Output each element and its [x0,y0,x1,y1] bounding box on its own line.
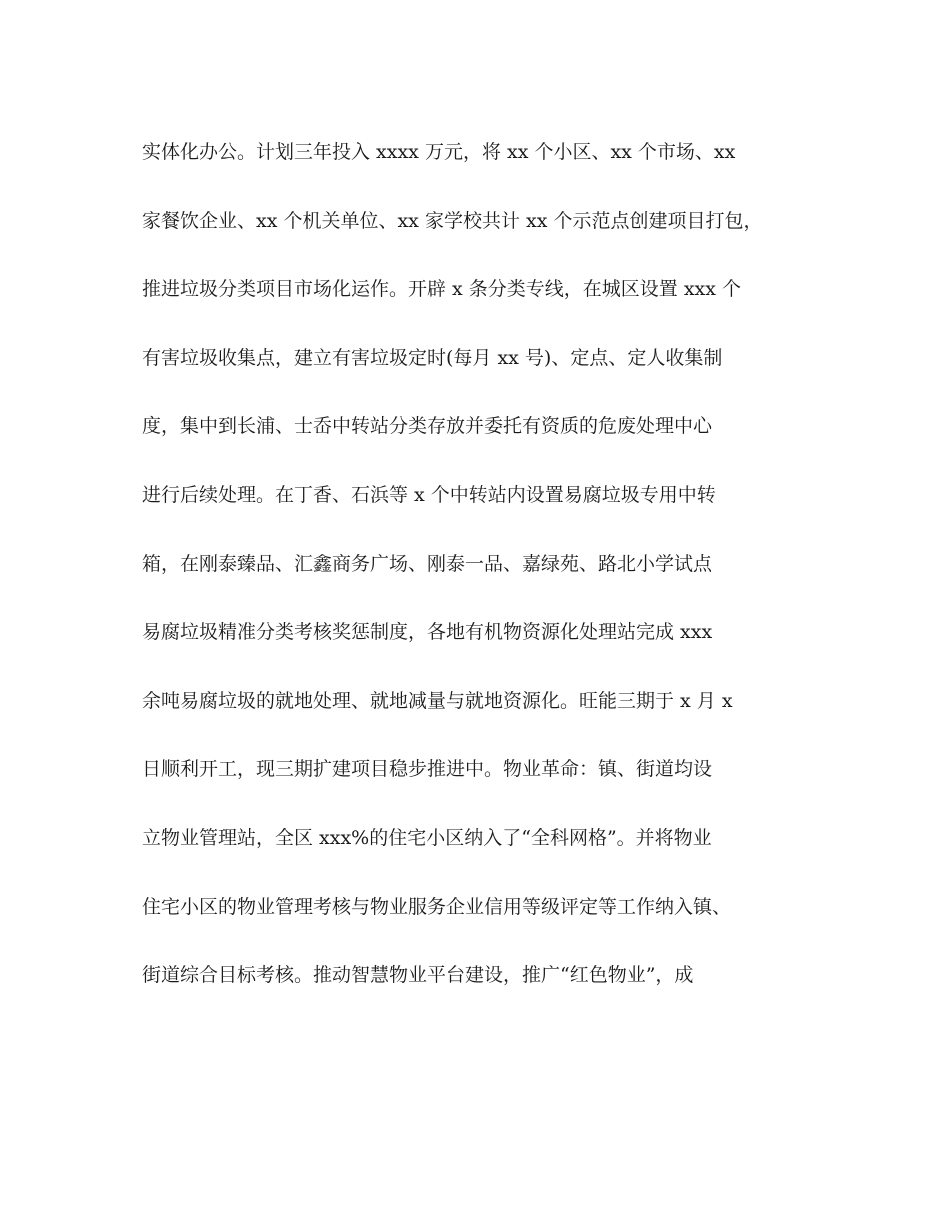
text-line: 进行后续处理。在丁香、石浜等 x 个中转站内设置易腐垃圾专用中转 [142,483,716,506]
text-line: 日顺利开工，现三期扩建项目稳步推进中。物业革命：镇、街道均设 [142,758,713,781]
text-line: 街道综合目标考核。推动智慧物业平台建设，推广“红色物业”，成 [142,964,694,987]
text-line: 箱，在刚泰臻品、汇鑫商务广场、刚泰一品、嘉绿苑、路北小学试点 [142,552,713,575]
text-line: 余吨易腐垃圾的就地处理、就地减量与就地资源化。旺能三期于 x 月 x [142,689,733,712]
text-line: 住宅小区的物业管理考核与物业服务企业信用等级评定等工作纳入镇、 [142,895,732,918]
text-line: 立物业管理站，全区 xxx%的住宅小区纳入了“全科网格”。并将物业 [142,826,712,849]
text-line: 有害垃圾收集点，建立有害垃圾定时(每月 xx 号)、定点、定人收集制 [142,346,723,369]
text-line: 推进垃圾分类项目市场化运作。开辟 x 条分类专线，在城区设置 xxx 个 [142,278,742,301]
body-text [142,143,842,1035]
text-line: 易腐垃圾精准分类考核奖惩制度，各地有机物资源化处理站完成 xxx [142,621,713,644]
text-line: 家餐饮企业、xx 个机关单位、xx 家学校共计 xx 个示范点创建项目打包， [142,209,763,232]
text-line: 实体化办公。计划三年投入 xxxx 万元，将 xx 个小区、xx 个市场、xx [142,141,736,163]
text-line: 度，集中到长浦、士岙中转站分类存放并委托有资质的危废处理中心 [142,415,713,438]
